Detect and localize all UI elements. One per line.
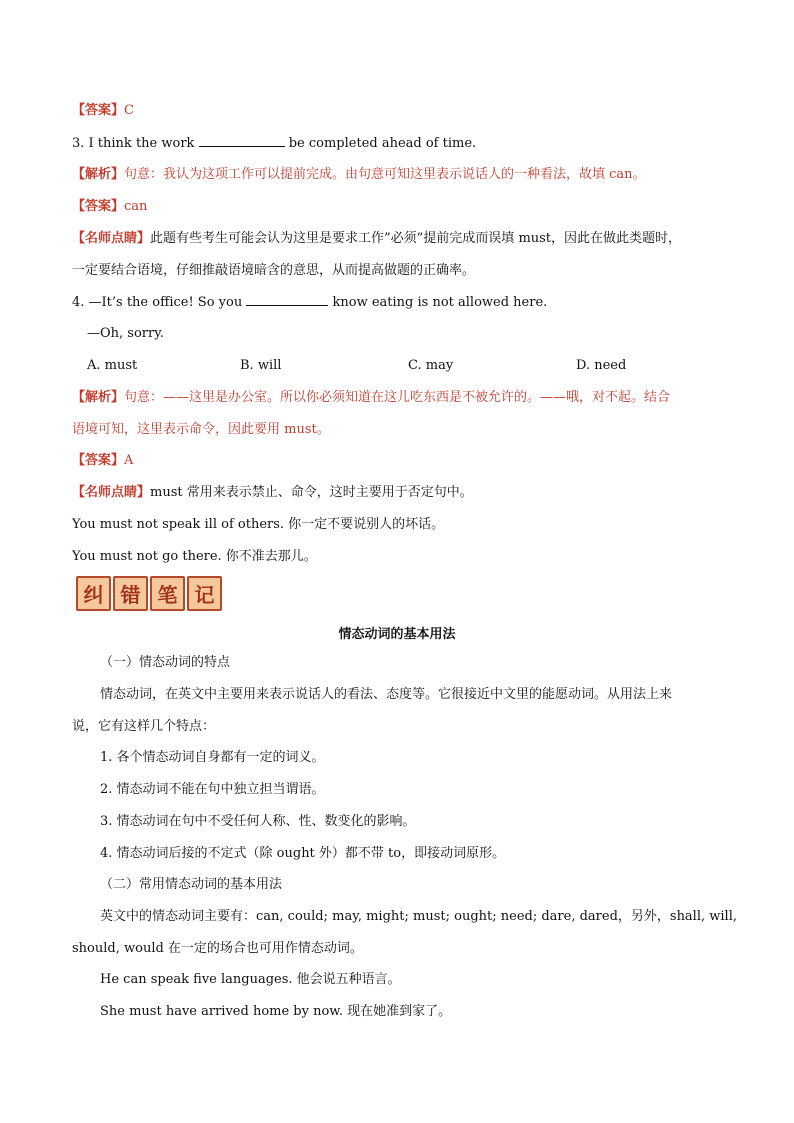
example-text: You must not go there. 你不准去那儿。 bbox=[72, 549, 317, 564]
question-text: know eating is not allowed here. bbox=[332, 295, 548, 310]
paragraph-line: 情态动词，在英文中主要用来表示说话人的看法、态度等。它很接近中文里的能愿动词。从用法上来 bbox=[100, 687, 673, 702]
answer-blank bbox=[246, 293, 328, 306]
reply-line bbox=[87, 325, 722, 343]
question-4 bbox=[72, 293, 722, 312]
example-text: You must not speak ill of others. 你一定不要说别人的坏话。 bbox=[72, 517, 445, 532]
answer-tag: 【答案】 bbox=[72, 199, 125, 214]
tip-tag: 【名师点睛】 bbox=[72, 485, 151, 500]
question-3 bbox=[72, 134, 722, 153]
tip-text: 一定要结合语境，仔细推敲语境暗含的意思，从而提高做题的正确率。 bbox=[72, 263, 476, 278]
list-item: 2. 情态动词不能在句中独立担当谓语。 bbox=[100, 782, 325, 797]
answer-line bbox=[72, 452, 722, 470]
analysis-text: 句意：我认为这项工作可以提前完成。由句意可知这里表示说话人的一种看法，故填 can。 bbox=[124, 167, 646, 182]
option-d: D. need bbox=[576, 358, 627, 373]
tip-tag: 【名师点睛】 bbox=[72, 231, 151, 246]
paragraph-line: 英文中的情态动词主要有：can, could; may, might; must; ought; need; dare, dared，另外，shall, will, bbox=[100, 909, 738, 924]
question-text: 4. —It’s the office! So you bbox=[72, 295, 243, 310]
tip-line bbox=[72, 230, 722, 248]
analysis-line bbox=[72, 421, 722, 439]
analysis-tag: 【解析】 bbox=[72, 167, 125, 182]
answer-value: can bbox=[124, 199, 148, 214]
analysis-line bbox=[72, 166, 722, 184]
tip-line bbox=[72, 484, 722, 502]
list-item: 3. 情态动词在句中不受任何人称、性、数变化的影响。 bbox=[100, 814, 416, 829]
stamp-char: 纠 bbox=[76, 576, 111, 611]
question-text: 3. I think the work bbox=[72, 136, 195, 151]
example-sentence: He can speak five languages. 他会说五种语言。 bbox=[100, 972, 401, 987]
list-item: 4. 情态动词后接的不定式（除 ought 外）都不带 to，即接动词原形。 bbox=[100, 846, 506, 861]
stamp-char: 记 bbox=[187, 576, 222, 611]
section-heading: （二）常用情态动词的基本用法 bbox=[100, 877, 283, 892]
tip-text: must 常用来表示禁止、命令，这时主要用于否定句中。 bbox=[150, 485, 473, 500]
analysis-tag: 【解析】 bbox=[72, 390, 125, 405]
paragraph-line: should, would 在一定的场合也可用作情态动词。 bbox=[72, 941, 363, 956]
example-sentence bbox=[72, 516, 722, 534]
analysis-line bbox=[72, 389, 722, 407]
answer-tag: 【答案】 bbox=[72, 103, 125, 118]
stamp-char: 错 bbox=[113, 576, 148, 611]
example-sentence: She must have arrived home by now. 现在她准到家了。 bbox=[100, 1004, 452, 1019]
option-a: A. must bbox=[87, 358, 138, 373]
tip-line bbox=[72, 262, 722, 280]
answer-line bbox=[72, 102, 722, 120]
section-heading: （一）情态动词的特点 bbox=[100, 655, 231, 670]
answer-blank bbox=[199, 134, 285, 147]
answer-tag: 【答案】 bbox=[72, 453, 125, 468]
answer-line bbox=[72, 198, 722, 216]
stamp-char: 笔 bbox=[150, 576, 185, 611]
answer-value: C bbox=[124, 103, 134, 118]
option-c: C. may bbox=[408, 358, 454, 373]
section-title: 情态动词的基本用法 bbox=[338, 627, 456, 642]
option-b: B. will bbox=[240, 358, 282, 373]
analysis-text: 语境可知，这里表示命令，因此要用 must。 bbox=[72, 422, 330, 437]
paragraph-line: 说，它有这样几个特点： bbox=[72, 719, 216, 734]
list-item: 1. 各个情态动词自身都有一定的词义。 bbox=[100, 750, 325, 765]
tip-text: 此题有些考生可能会认为这里是要求工作”必须”提前完成而误填 must，因此在做此类题时， bbox=[150, 231, 682, 246]
answer-value: A bbox=[124, 453, 134, 468]
example-sentence bbox=[72, 548, 722, 566]
question-text: be completed ahead of time. bbox=[288, 136, 477, 151]
reply-text: —Oh, sorry. bbox=[87, 326, 164, 341]
analysis-text: 句意：——这里是办公室。所以你必须知道在这儿吃东西是不被允许的。——哦，对不起。结合 bbox=[124, 390, 671, 405]
